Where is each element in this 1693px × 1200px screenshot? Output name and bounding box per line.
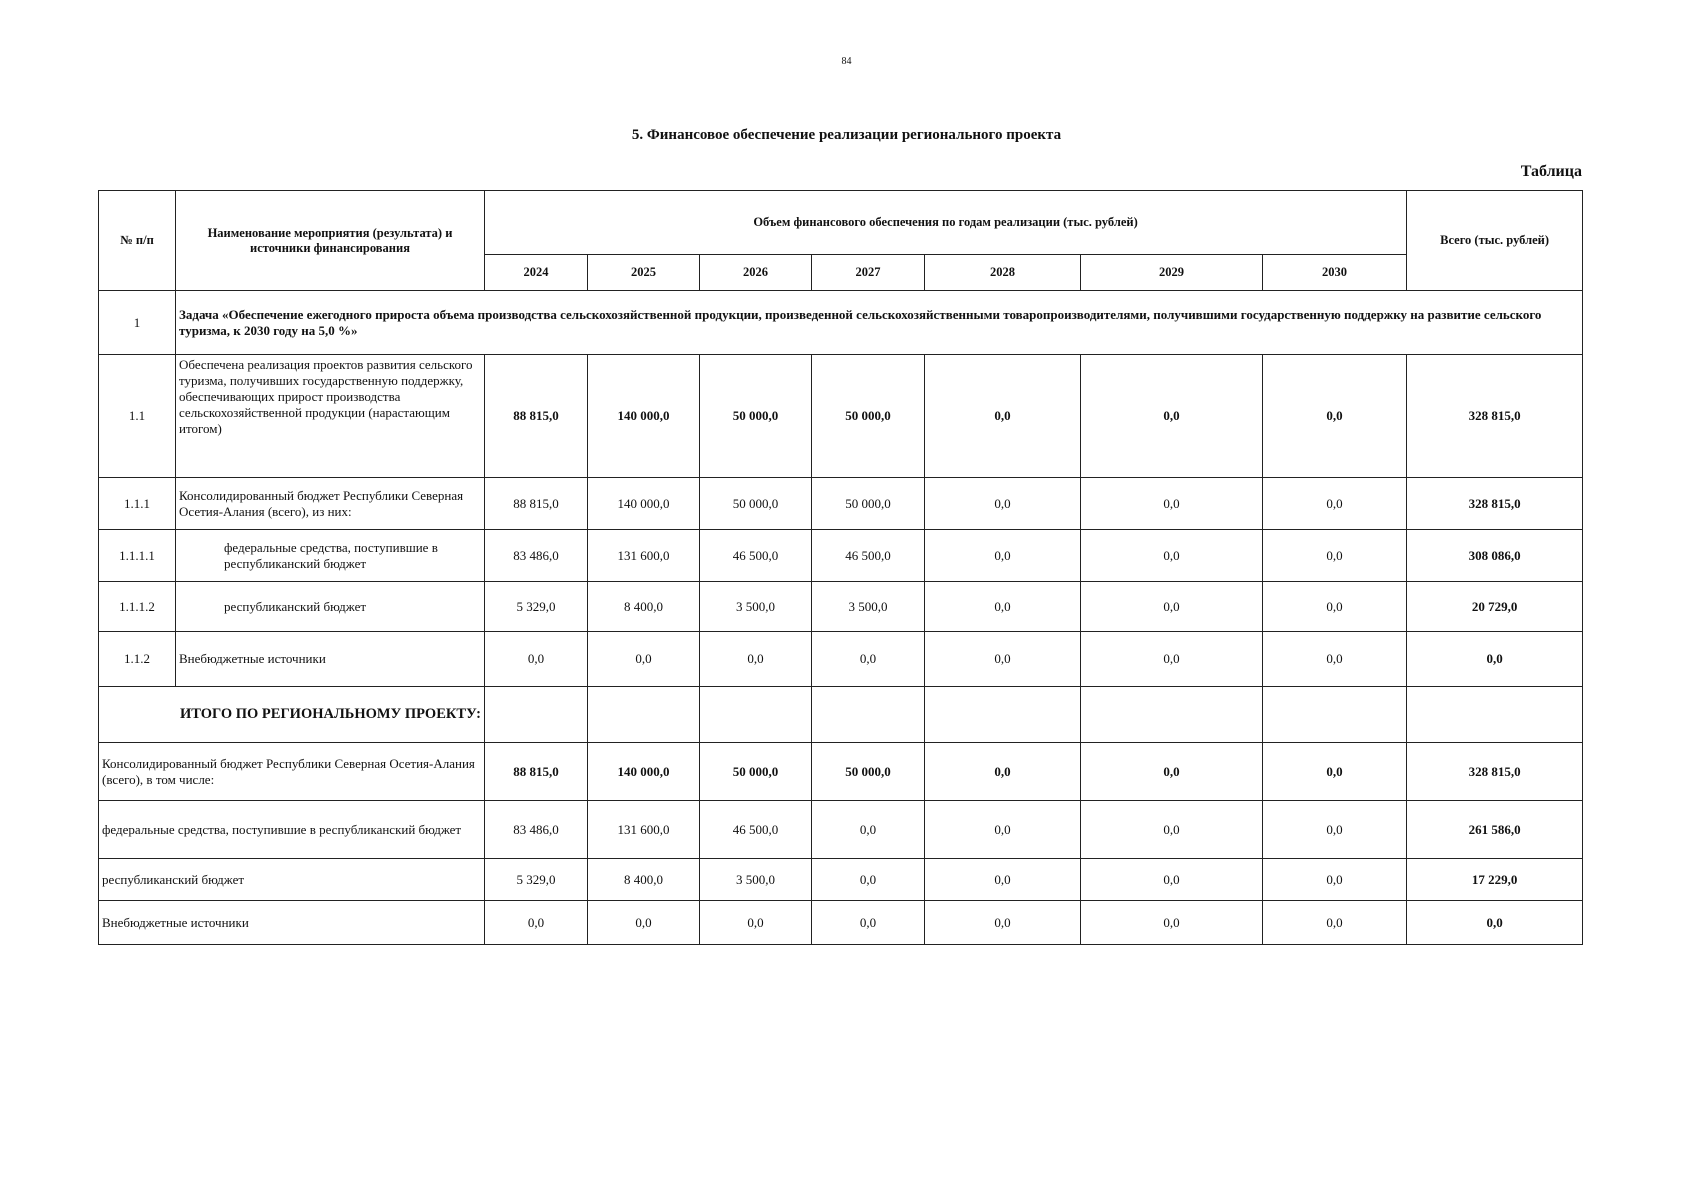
header-year: 2024 (485, 255, 588, 291)
total-cell: 17 229,0 (1407, 859, 1583, 901)
value-cell: 50 000,0 (812, 743, 925, 801)
row-name: федеральные средства, поступившие в республиканский бюджет (176, 530, 485, 582)
table-row (99, 632, 1583, 687)
value-cell: 0,0 (485, 901, 588, 945)
summary-row (99, 743, 1583, 801)
header-year: 2029 (1081, 255, 1263, 291)
header-num: № п/п (99, 191, 176, 291)
total-cell: 20 729,0 (1407, 582, 1583, 632)
row-name: Обеспечена реализация проектов развития сельского туризма, получивших государственную поддержку, обеспечивающих прирост производства сельскохозяйственной продукции (нарастающим итогом) (176, 355, 485, 478)
value-cell: 0,0 (588, 901, 700, 945)
value-cell: 0,0 (812, 901, 925, 945)
summary-row (99, 901, 1583, 945)
value-cell: 0,0 (700, 632, 812, 687)
value-cell: 0,0 (925, 355, 1081, 478)
value-cell: 0,0 (1081, 632, 1263, 687)
summary-name: республиканский бюджет (99, 859, 485, 901)
value-cell: 0,0 (1263, 859, 1407, 901)
value-cell: 46 500,0 (812, 530, 925, 582)
value-cell: 0,0 (925, 478, 1081, 530)
row-name: Консолидированный бюджет Республики Северная Осетия-Алания (всего), из них: (176, 478, 485, 530)
value-cell: 0,0 (1081, 530, 1263, 582)
header-year: 2025 (588, 255, 700, 291)
value-cell: 50 000,0 (812, 355, 925, 478)
value-cell: 0,0 (1081, 743, 1263, 801)
value-cell: 83 486,0 (485, 530, 588, 582)
section-title: 5. Финансовое обеспечение реализации регионального проекта (631, 127, 1062, 143)
value-cell: 50 000,0 (700, 355, 812, 478)
value-cell: 0,0 (1263, 743, 1407, 801)
table-row (99, 355, 1583, 478)
value-cell: 0,0 (700, 901, 812, 945)
task-text: Задача «Обеспечение ежегодного прироста объема производства сельскохозяйственной продукции, произведенной сельскохозяйственными товаропроизводителями, получившими государственную поддержку на развитие сельского туризма, к 2030 году на 5,0 %» (176, 291, 1583, 355)
value-cell: 0,0 (1263, 901, 1407, 945)
summary-name: Внебюджетные источники (99, 901, 485, 945)
value-cell: 46 500,0 (700, 801, 812, 859)
value-cell: 88 815,0 (485, 743, 588, 801)
total-cell: 0,0 (1407, 632, 1583, 687)
value-cell: 0,0 (1263, 582, 1407, 632)
value-cell: 140 000,0 (588, 355, 700, 478)
header-year: 2026 (700, 255, 812, 291)
row-num: 1.1.1.2 (99, 582, 176, 632)
total-cell: 0,0 (1407, 901, 1583, 945)
total-cell: 261 586,0 (1407, 801, 1583, 859)
summary-title-row (99, 687, 1583, 743)
table-row (99, 530, 1583, 582)
value-cell: 5 329,0 (485, 859, 588, 901)
value-cell: 0,0 (925, 801, 1081, 859)
header-total: Всего (тыс. рублей) (1407, 191, 1583, 291)
page-number: 84 (841, 56, 852, 67)
total-cell: 328 815,0 (1407, 355, 1583, 478)
row-num: 1.1.1 (99, 478, 176, 530)
value-cell: 88 815,0 (485, 478, 588, 530)
value-cell: 3 500,0 (812, 582, 925, 632)
value-cell: 0,0 (925, 632, 1081, 687)
value-cell: 46 500,0 (700, 530, 812, 582)
header-row (99, 191, 1583, 255)
value-cell: 3 500,0 (700, 582, 812, 632)
value-cell: 0,0 (1081, 582, 1263, 632)
financing-table (98, 190, 1583, 945)
summary-name: федеральные средства, поступившие в республиканский бюджет (99, 801, 485, 859)
row-name: Внебюджетные источники (176, 632, 485, 687)
value-cell: 0,0 (1263, 801, 1407, 859)
value-cell: 0,0 (1081, 478, 1263, 530)
value-cell: 5 329,0 (485, 582, 588, 632)
value-cell: 0,0 (1081, 801, 1263, 859)
value-cell: 0,0 (485, 632, 588, 687)
value-cell: 0,0 (925, 859, 1081, 901)
value-cell: 0,0 (925, 530, 1081, 582)
task-num: 1 (99, 291, 176, 355)
value-cell: 0,0 (1081, 901, 1263, 945)
value-cell: 0,0 (1263, 355, 1407, 478)
value-cell: 0,0 (1263, 530, 1407, 582)
value-cell: 140 000,0 (588, 743, 700, 801)
row-name: республиканский бюджет (176, 582, 485, 632)
task-row (99, 291, 1583, 355)
value-cell: 8 400,0 (588, 859, 700, 901)
value-cell: 0,0 (812, 859, 925, 901)
row-num: 1.1.2 (99, 632, 176, 687)
value-cell: 0,0 (1081, 859, 1263, 901)
header-year: 2030 (1263, 255, 1407, 291)
value-cell: 0,0 (925, 582, 1081, 632)
row-num: 1.1 (99, 355, 176, 478)
value-cell: 131 600,0 (588, 530, 700, 582)
value-cell: 0,0 (588, 632, 700, 687)
summary-row (99, 859, 1583, 901)
value-cell: 83 486,0 (485, 801, 588, 859)
summary-name: Консолидированный бюджет Республики Северная Осетия-Алания (всего), в том числе: (99, 743, 485, 801)
value-cell: 0,0 (812, 801, 925, 859)
header-year: 2028 (925, 255, 1081, 291)
total-cell: 328 815,0 (1407, 743, 1583, 801)
summary-title: ИТОГО ПО РЕГИОНАЛЬНОМУ ПРОЕКТУ: (99, 687, 485, 743)
header-year: 2027 (812, 255, 925, 291)
value-cell: 0,0 (1081, 355, 1263, 478)
total-cell: 308 086,0 (1407, 530, 1583, 582)
value-cell: 0,0 (1263, 478, 1407, 530)
table-row (99, 478, 1583, 530)
value-cell: 131 600,0 (588, 801, 700, 859)
value-cell: 0,0 (1263, 632, 1407, 687)
value-cell: 88 815,0 (485, 355, 588, 478)
value-cell: 8 400,0 (588, 582, 700, 632)
summary-row (99, 801, 1583, 859)
row-num: 1.1.1.1 (99, 530, 176, 582)
value-cell: 140 000,0 (588, 478, 700, 530)
total-cell: 328 815,0 (1407, 478, 1583, 530)
value-cell: 0,0 (812, 632, 925, 687)
value-cell: 50 000,0 (812, 478, 925, 530)
header-volume: Объем финансового обеспечения по годам реализации (тыс. рублей) (485, 191, 1407, 255)
value-cell: 0,0 (925, 743, 1081, 801)
value-cell: 0,0 (925, 901, 1081, 945)
value-cell: 50 000,0 (700, 478, 812, 530)
header-name: Наименование мероприятия (результата) и источники финансирования (176, 191, 485, 291)
value-cell: 3 500,0 (700, 859, 812, 901)
value-cell: 50 000,0 (700, 743, 812, 801)
table-label: Таблица (1520, 163, 1582, 180)
table-row (99, 582, 1583, 632)
